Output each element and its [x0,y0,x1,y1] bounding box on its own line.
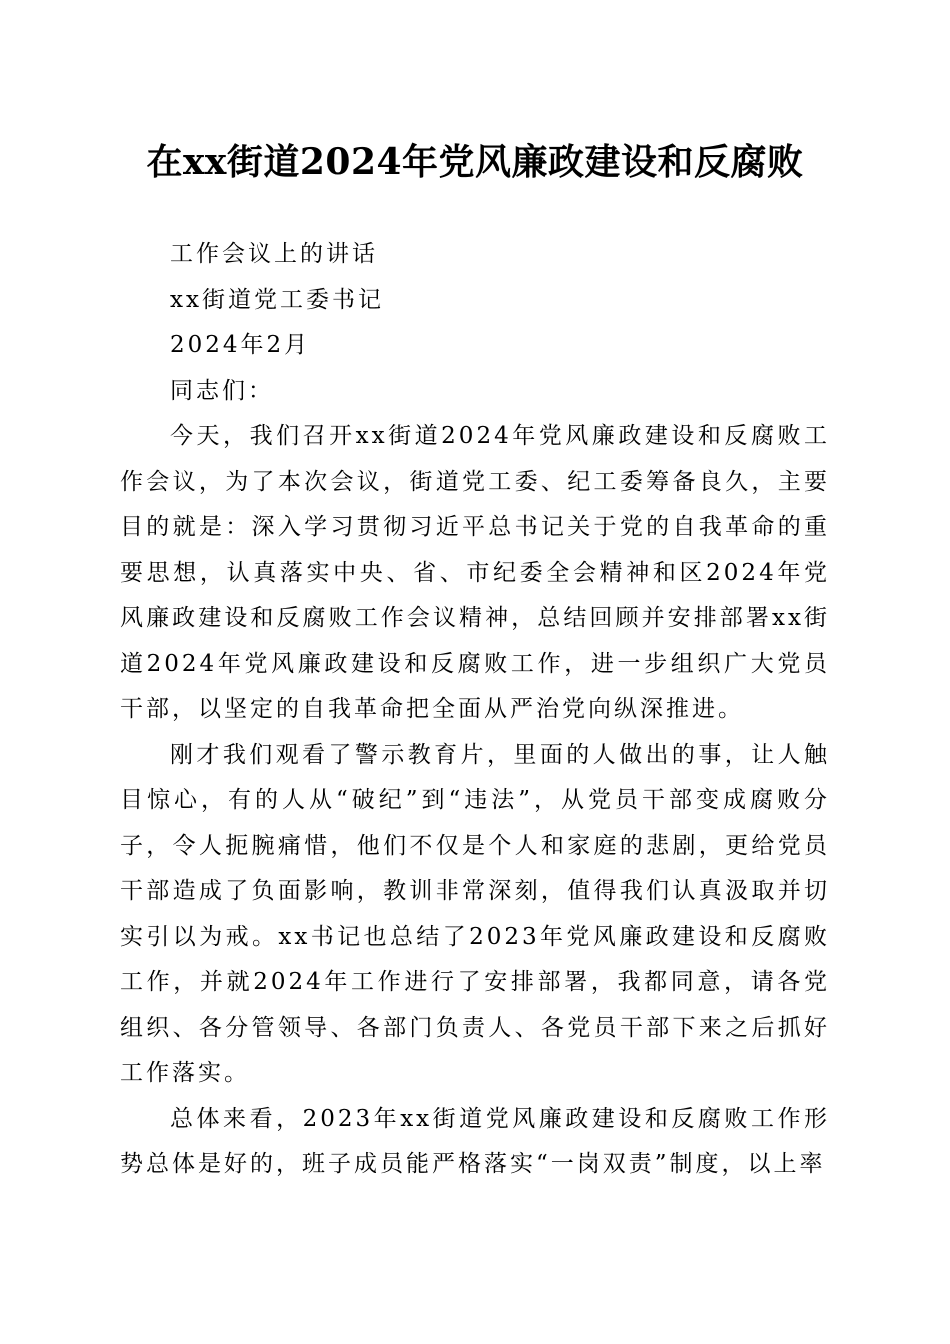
document-title: 在xx街道2024年党风廉政建设和反腐败 [146,141,804,183]
paragraph: 刚才我们观看了警示教育片，里面的人做出的事，让人触目惊心，有的人从“破纪”到“违法”，从党员干部变成腐败分子，令人扼腕痛惜，他们不仅是个人和家庭的悲剧，更给党员干部造成了负面影响，教训非常深刻，值得我们认真汲取并切实引以为戒。xx书记也总结了2023年党风廉政建设和反腐败工作，并就2024年工作进行了安排部署，我都同意，请各党组织、各分管领导、各部门负责人、各党员干部下来之后抓好工作落实。 [120,741,830,1086]
date-line: 2024年2月 [170,332,311,358]
document-body [120,232,830,1188]
document-subtitle: 工作会议上的讲话 [170,241,378,267]
paragraph: 总体来看，2023年xx街道党风廉政建设和反腐败工作形势总体是好的，班子成员能严格落实“一岗双责”制度，以上率 [120,1105,830,1177]
paragraph: 今天，我们召开xx街道2024年党风廉政建设和反腐败工作会议，为了本次会议，街道党工委、纪工委筹备良久，主要目的就是：深入学习贯彻习近平总书记关于党的自我革命的重要思想，认真落实中央、省、市纪委全会精神和区2024年党风廉政建设和反腐败工作会议精神，总结回顾并安排部署xx街道2024年党风廉政建设和反腐败工作，进一步组织广大党员干部，以坚定的自我革命把全面从严治党向纵深推进。 [120,423,830,722]
salutation: 同志们： [170,377,274,404]
speaker-line: xx街道党工委书记 [170,286,384,313]
